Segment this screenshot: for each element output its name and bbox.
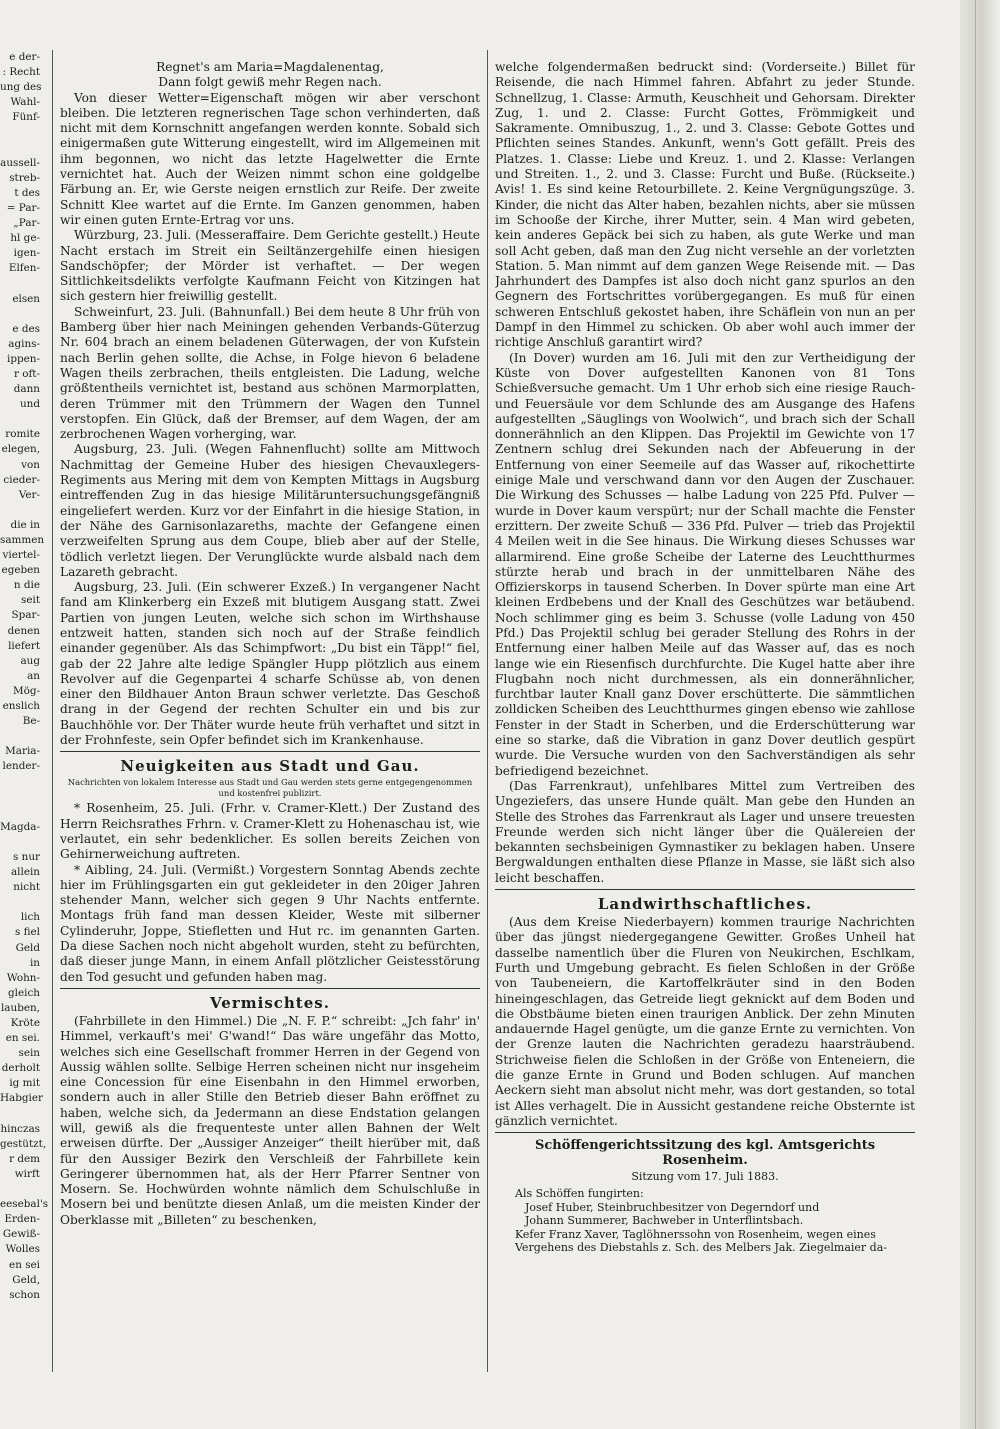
article-augsburg-fahnenflucht: Augsburg, 23. Juli. (Wegen Fahnenflucht) sollte am Mittwoch Nachmittag der Gemeine Huber des hiesigen Chevauxlegers-Regiments aus Mering mit dem von Kempten Mittags in Augsburg eintreffenden Zug in das hiesige Militäruntersuchungsgefängniß eingeliefert werden. Kurz vor der Einfahrt in die hiesige Station, in der Nähe des Garnisonlazareths, machte der Gefangene einen verzweifelten Sprung aus dem Coupe, blieb aber auf der Stelle, tödlich verletzt liegen. Der Verunglückte wurde alsbald nach dem Lazareth gebracht. xyxy=(60,442,480,579)
fragment-line: Mög- xyxy=(12,684,40,697)
fragment-line xyxy=(0,1182,40,1197)
verse-line-1: Regnet's am Maria=Magdalenentag, xyxy=(156,60,384,74)
article-aibling: * Aibling, 24. Juli. (Vermißt.) Vorgestern Sonntag Abends zechte hier im Frühlingsgarten ein gut gekleideter in den 20iger Jahren stehender Mann, welcher sich gegen 9 Uhr Nachts entfernte. Montags früh fand man dessen Kleider, Weste mit silberner Cylinderuhr, Joppe, Stiefletten und Hut rc. im genannten Garten. Da diese Sachen noch nicht abgeholt wurden, steht zu befürchten, daß dieser junge Mann, in einem Anfall plötzlicher Geistesstörung den Tod gesucht und gefunden haben mag. xyxy=(60,862,480,984)
fragment-line: Gewiß- xyxy=(2,1228,40,1241)
fragment-line xyxy=(0,1107,40,1122)
fragment-line: Wahl- xyxy=(10,96,40,109)
fragment-line xyxy=(0,276,40,291)
fragment-line: ung des xyxy=(0,81,42,94)
section-heading-neuigkeiten: Neuigkeiten aus Stadt und Gau. xyxy=(120,757,420,776)
section-divider xyxy=(60,751,480,752)
court-list-line: Johann Summerer, Bachweber in Unterflintsbach. xyxy=(525,1214,804,1228)
fragment-line: Kröte xyxy=(10,1017,40,1029)
fragment-line: von xyxy=(21,458,40,471)
fragment-line: elsen xyxy=(12,292,40,305)
section-heading-landwirthschaft: Landwirthschaftliches. xyxy=(597,895,813,914)
fragment-line: denen xyxy=(7,624,40,637)
fragment-line: Magda- xyxy=(0,820,40,833)
court-list-line: Josef Huber, Steinbruchbesitzer von Degerndorf und xyxy=(525,1200,820,1214)
session-date: Sitzung vom 17. Juli 1883. xyxy=(631,1170,779,1184)
fragment-line: ig mit xyxy=(9,1077,40,1090)
verse-line-2: Dann folgt gewiß mehr Regen nach. xyxy=(158,75,382,90)
fragment-line: schon xyxy=(9,1288,40,1301)
fragment-line: liefert xyxy=(8,639,40,652)
article-fahrbillete: (Fahrbillete in den Himmel.) Die „N. F. P.“ schreibt: „Jch fahr' in' Himmel, verkauft's mei' G'wand!“ Das wäre ungefähr das Motto, welches sich eine Gesellschaft frommer Herren in der Gegend von Aussig wählen sollte. Selbige Herren scheinen nicht nur insgeheim eine Concession für eine Eisenbahn in den Himmel erworben, sondern auch in aller Stille den Betrieb dieser Bahn eröffnet zu haben, welche sich, da Jedermann an diese Endstation gelangen will, gewiß als die frequenteste unter allen Bahnen der Welt erweisen dürfte. Der „Aussiger Anzeiger“ theilt hierüber mit, daß für den Aussiger Bezirk den Verschleiß der Fahrbillete kein Geringerer übernommen hat, als der Herr Pfarrer Sentner von Mosern. Se. Hochwürden wohnte nämlich dem Schulschluße in Mosern bei und benützte diesen Anlaß, um die meisten Kinder der Oberklasse mit „Billeten“ zu beschenken, xyxy=(60,1013,480,1227)
fragment-line: lich xyxy=(20,911,40,924)
page-edge-line xyxy=(975,0,976,1429)
fragment-line: allein xyxy=(10,866,40,879)
fragment-line: seit xyxy=(21,594,40,607)
fragment-line: eesebal's xyxy=(0,1198,49,1211)
fragment-line: derholt xyxy=(1,1062,40,1075)
column-rule-middle xyxy=(487,50,488,1372)
fragment-line: dann xyxy=(13,383,40,396)
left-column-fragment xyxy=(0,50,50,1429)
fragment-line: aug xyxy=(20,654,40,667)
fragment-line: cieder- xyxy=(3,473,40,486)
fragment-line xyxy=(0,141,40,156)
section-divider xyxy=(495,889,915,890)
article-farrenkraut: (Das Farrenkraut), unfehlbares Mittel zum Vertreiben des Ungeziefers, das unsere Hunde quält. Man gebe den Hunden an Stelle des Strohes das Farrenkraut als Lager und unsere treuesten Freunde werden sich nicht länger über die Quälereien der bekannten sechsbeinigen Gymnastiker zu beklagen haben. Unsere Bergwaldungen enthalten diese Pflanze in Masse, sie läßt sich also leicht beschaffen. xyxy=(495,778,915,885)
fragment-line: viertel- xyxy=(2,549,40,562)
fragment-line: t des xyxy=(14,186,40,199)
section-divider xyxy=(495,1132,915,1133)
fragment-line xyxy=(0,790,40,805)
fragment-line: sein xyxy=(18,1047,40,1060)
fragment-line: hl ge- xyxy=(10,232,40,245)
article-weather: Von dieser Wetter=Eigenschaft mögen wir aber verschont bleiben. Die letzteren regnerischen Tage schon verhinderten, daß nicht mit dem Kornschnitt angefangen werden konnte. Sobald sich einigermaßen gute Witterung eingestellt, wird im Allgemeinen mit ihm begonnen, wo nicht das letzte Hagelwetter die Ernte vernichtet hat. Auch der Weizen nimmt schon eine goldgelbe Färbung an. Er, wie Gerste neigen ernstlich zur Reife. Der zweite Schnitt Klee wartet auf die Ernte. Im Ganzen genommen, haben wir einen guten Ernte-Ertrag vor uns. xyxy=(60,90,480,227)
fragment-line: en sei. xyxy=(5,1032,40,1045)
fragment-line: agins- xyxy=(8,337,40,350)
fragment-line: Elfen- xyxy=(8,262,40,275)
fragment-line: s nur xyxy=(13,850,40,863)
fragment-line: an xyxy=(27,669,40,682)
fragment-line: nicht xyxy=(13,881,40,894)
fragment-line xyxy=(0,775,40,790)
fragment-line: = Par- xyxy=(6,201,40,214)
fragment-line: r oft- xyxy=(13,367,40,380)
fragment-line xyxy=(0,125,40,140)
column-2 xyxy=(495,60,915,1375)
fragment-line xyxy=(0,412,40,427)
fragment-line: und xyxy=(19,398,40,411)
fragment-line: lauben, xyxy=(0,1001,40,1014)
fragment-line: Wohn- xyxy=(6,971,40,984)
fragment-line: Erden- xyxy=(4,1213,40,1226)
fragment-line: Fünf- xyxy=(12,111,40,124)
article-wuerzburg: Würzburg, 23. Juli. (Messeraffaire. Dem Gerichte gestellt.) Heute Nacht erstach im Streit ein Seiltänzergehilfe einen hiesigen Sandschöpfer; der Mörder ist verhaftet. — Der wegen Sittlichkeitsdelikts verfolgte Kaufmann Feicht von Kitzingen hat sich gestern hier freiwillig gestellt. xyxy=(60,228,480,304)
fragment-line: aussell- xyxy=(0,156,40,169)
fragment-line xyxy=(0,729,40,744)
fragment-line: Be- xyxy=(22,715,40,728)
fragment-line: gleich xyxy=(8,986,40,999)
fragment-line: e des xyxy=(12,322,40,335)
fragment-line: romite xyxy=(5,428,40,441)
court-list-line: Kefer Franz Xaver, Taglöhnerssohn von Rosenheim, wegen eines xyxy=(515,1227,876,1241)
fragment-line xyxy=(0,503,40,518)
fragment-line: r dem xyxy=(9,1152,40,1165)
fragment-line: : Recht xyxy=(2,66,40,79)
fragment-line: Maria- xyxy=(5,745,40,758)
section-divider xyxy=(60,988,480,989)
fragment-line: gestützt, xyxy=(0,1137,47,1150)
fragment-line: Ver- xyxy=(18,488,40,501)
section-heading-vermischtes: Vermischtes. xyxy=(210,993,330,1012)
fragment-line: s fiel xyxy=(14,926,40,939)
column-1 xyxy=(60,60,480,1375)
fragment-line: sammen xyxy=(0,534,45,546)
fragment-line: Geld, xyxy=(12,1273,40,1286)
fragment-line xyxy=(0,307,40,322)
court-list-line: Als Schöffen fungirten: xyxy=(515,1187,644,1201)
fragment-line: ippen- xyxy=(7,352,40,365)
fragment-line xyxy=(0,805,40,820)
fragment-line: elegen, xyxy=(1,443,40,456)
editorial-note: Nachrichten von lokalem Interesse aus Stadt und Gau werden stets gerne entgegengenommen und kostenfrei publizirt. xyxy=(67,777,473,798)
fragment-line: die in xyxy=(10,518,40,531)
fragment-line: wirft xyxy=(14,1167,40,1180)
article-billet-continued: welche folgendermaßen bedruckt sind: (Vorderseite.) Billet für Reisende, die nach Himmel fahren. Abfahrt zu jeder Stunde. Schnellzug, 1. Classe: Armuth, Keuschheit und Gehorsam. Direkter Zug, 1. und 2. Classe: Furcht Gottes, Frömmigkeit und Sakramente. Omnibuszug, 1., 2. und 3. Classe: Gebote Gottes und Pflichten seines Standes. Ankunft, wenn's Gott gefällt. Preis des Platzes. 1. Classe: Liebe und Kreuz. 1. und 2. Klasse: Verlangen und Streiten. 1., 2. und 3. Classe: Furcht und Buße. (Rückseite.) Avis! 1. Es sind keine Retourbillete. 2. Keine Vergnügungszüge. 3. Kinder, die nicht das Alter haben, bezahlen nichts, aber sie müssen im Schooße der Kirche, ihrer Mutter, sein. 4 Man wird gebeten, kein anderes Gepäck bei sich zu haben, als gute Werke und man soll Acht geben, daß man den Zug nicht versehle an der vorletzten Station. 5. Man nimmt auf dem ganzen Wege Reisende mit. — Das Jahrhundert des Dampfes ist also doch nicht ganz spurlos an den Gegnern des Fortschrittes vorübergegangen. Es muß für einen schweren Entschluß gekostet haben, ihre Schäflein von nun an per Dampf in den Himmel zu schicken. Ob aber wohl auch immer der richtige Anschluß garantirt wird? xyxy=(495,60,915,350)
column-rule-left xyxy=(52,50,53,1372)
fragment-line: streb- xyxy=(9,171,40,184)
fragment-line: n die xyxy=(13,579,40,592)
fragment-line: hinczas xyxy=(0,1122,40,1135)
fragment-line: in xyxy=(29,956,40,969)
article-schweinfurt: Schweinfurt, 23. Juli. (Bahnunfall.) Bei dem heute 8 Uhr früh von Bamberg über hier nach Meiningen gehenden Verbands-Güterzug Nr. 604 brach an einem beladenen Güterwagen, der von Kufstein nach Berlin gehen sollte, die Achse, in Folge hievon 6 beladene Wagen theils zerbrachen, theils entgleisten. Die Ladung, welche größtentheils vernichtet ist, bestand aus schönen Marmorplatten, deren Trümmer mit den Trümmern der Wagen den Tunnel verstopfen. Ein Glück, daß der Bremser, auf dem Wagen, der am zerbrochenen Wagen vorherging, war. xyxy=(60,304,480,442)
fragment-line: egeben xyxy=(1,564,40,577)
article-augsburg-exzess: Augsburg, 23. Juli. (Ein schwerer Exzeß.) In vergangener Nacht fand am Klinkerberg ein Exzeß mit blutigem Ausgang statt. Zwei Partien von jungen Leuten, welche sich schon im Wirthshause entzweit hatten, standen sich noch auf der Straße feindlich einander gegenüber. Als das Schimpfwort: „Du bist ein Täpp!“ fiel, gab der 22 Jahre alte ledige Spängler Hupp plötzlich aus einem Revolver auf die Gegenpartei 4 scharfe Schüsse ab, von denen einer den Bildhauer Anton Braun schwer verletzte. Das Geschoß drang in der Gegend der rechten Schulter ein und bis zur Bauchhöhle vor. Der Thäter wurde heute früh verhaftet und sitzt in der Frohnfeste, sein Opfer befindet sich im Krankenhause. xyxy=(60,580,480,748)
section-heading-schoeffengericht: Schöffengerichtssitzung des kgl. Amtsgerichts Rosenheim. xyxy=(534,1138,876,1169)
fragment-line: Spar- xyxy=(11,609,40,622)
article-niederbayern: (Aus dem Kreise Niederbayern) kommen traurige Nachrichten über das jüngst niedergegangene Gewitter. Großes Unheil hat dasselbe namentlich über die Fluren von Neukirchen, Eschlkam, Furth und Umgebung gebracht. Es fielen Schloßen in der Größe von Taubeneiern, die Kartoffelkräuter sind in den Boden hineingeschlagen, das Getreide liegt geknickt auf dem Boden und die Obstbäume bieten einen traurigen Anblick. Der zehn Minuten andauernde Hagel genügte, um die ganze Ernte zu vernichten. Von der Grenze lauten die Nachrichten geradezu haarsträubend. Strichweise fielen die Schloßen in der Größe von Enteneiern, die die ganze Ernte in Grund und Boden schlugen. Auf manchen Aeckern sieht man absolut nicht mehr, was dort gestanden, so total ist Alles verhagelt. Die in Aussicht gestandene reiche Obsternte ist gänzlich vernichtet. xyxy=(495,915,915,1128)
fragment-line: lender- xyxy=(2,760,40,773)
article-dover: (In Dover) wurden am 16. Juli mit den zur Vertheidigung der Küste von Dover aufgestellten Kanonen von 81 Tons Schießversuche gemacht. Um 1 Uhr erhob sich eine riesige Rauch- und Feuersäule vor dem Schlunde des am Ausgange des Hafens aufgestellten „Säuglings von Woolwich“, und brach sich der Schall donnerähnlich an den Klippen. Das Projektil im Gewichte von 17 Zentnern schlug drei Sekunden nach der Abfeuerung in der Entfernung von einer Seemeile auf das Wasser auf, rikochettirte einige Male und verschwand dann vor den Augen der Zuschauer. Die Wirkung des Schusses — halbe Ladung von 225 Pfd. Pulver — wurde in Dover kaum verspürt; nur der Schall machte die Fenster erzittern. Der zweite Schuß — 336 Pfd. Pulver — trieb das Projektil 4 Meilen weit in die See hinaus. Die Wirkung dieses Schusses war allarmirend. Eine große Scheibe der Laterne des Leuchtthurmes stürzte herab und brach in der unmittelbaren Nähe des Offizierskorps in tausend Scherben. In Dover spürte man eine Art kleinen Erdbebens und der Knall des Geschützes war betäubend. Noch schlimmer ging es beim 3. Schusse (volle Ladung von 450 Pfd.) Das Projektil schlug bei gerader Stellung des Rohrs in der Entfernung einer halben Meile auf das Wasser auf, das es noch lange wie ein Riesenfisch durchfurchte. Die Kugel hatte aber ihre Flugbahn noch nicht durchmessen, als ein donnerähnlicher, furchtbar lauter Knall ganz Dover erschütterte. Die sämmtlichen zolldicken Scheiben des Leuchtthurmes gingen ebenso wie zahllose Fenster in der Stadt in Scherben, und die Erderschütterung war eine so starke, daß die Vibration in ganz Dover deutlich gespürt wurde. Die Versuche wurden von den Sachverständigen als sehr befriedigend bezeichnet. xyxy=(495,350,915,778)
fragment-line: igen- xyxy=(13,247,40,260)
fragment-line: Wolles xyxy=(5,1243,40,1256)
fragment-line: „Par- xyxy=(13,217,40,230)
court-list-line: Vergehens des Diebstahls z. Sch. des Melbers Jak. Ziegelmaier da- xyxy=(515,1241,887,1255)
fragment-line: enslich xyxy=(2,700,40,713)
fragment-line: e der- xyxy=(9,51,40,63)
fragment-line xyxy=(0,835,40,850)
fragment-line: Habgier xyxy=(0,1092,43,1105)
fragment-line xyxy=(0,895,40,910)
fragment-line: en sei xyxy=(9,1258,40,1271)
article-rosenheim: * Rosenheim, 25. Juli. (Frhr. v. Cramer-Klett.) Der Zustand des Herrn Reichsrathes Frhrn. v. Cramer-Klett zu Hohenaschau ist, wie verlautet, ein sehr bedenklicher. Es sollen bereits Zeichen von Gehirnerweichung auftreten. xyxy=(60,801,480,862)
page-edge xyxy=(960,0,1000,1429)
court-list xyxy=(495,1187,915,1255)
fragment-line: Geld xyxy=(15,941,40,954)
